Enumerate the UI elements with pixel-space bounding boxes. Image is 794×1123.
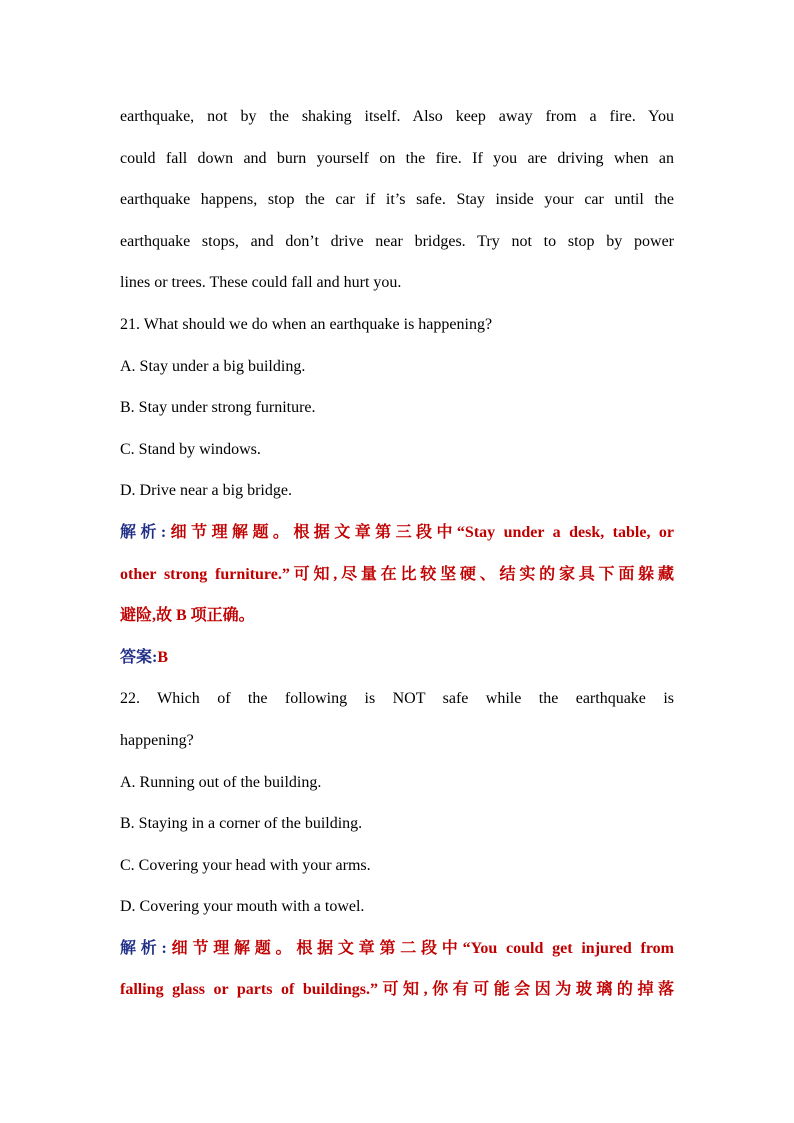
q21-option-a: A. Stay under a big building. <box>120 357 306 375</box>
passage-line: lines or trees. These could fall and hurt you. <box>120 274 402 292</box>
q21-option-d: D. Drive near a big bridge. <box>120 482 292 500</box>
q21-option-c: C. Stand by windows. <box>120 440 261 458</box>
passage-line: earthquake stops, and don’t drive near bridges. Try not to stop by power <box>120 232 674 250</box>
q22-analysis-label: 解析: <box>120 939 167 957</box>
q22-analysis-text: 细节理解题。根据文章第二段中“You could get injured from <box>166 939 674 957</box>
passage-line: earthquake, not by the shaking itself. Also keep away from a fire. You <box>120 108 674 125</box>
q22-option-d: D. Covering your mouth with a towel. <box>120 898 365 916</box>
q22-analysis-line <box>120 928 674 970</box>
q21-analysis-label: 解析: <box>120 523 167 541</box>
q21-analysis-line: 避险,故 B 项正确。 <box>120 607 255 625</box>
q22-option-b: B. Staying in a corner of the building. <box>120 815 363 833</box>
passage-line: could fall down and burn yourself on the fire. If you are driving when an <box>120 149 674 167</box>
q22-option-c: C. Covering your head with your arms. <box>120 856 371 874</box>
q21-answer <box>120 637 674 679</box>
q22-option-a: A. Running out of the building. <box>120 773 322 791</box>
document-page <box>120 96 674 1011</box>
q21-analysis-line <box>120 512 674 554</box>
q21-analysis-line: other strong furniture.”可知,尽量在比较坚硬、结实的家具下面躲藏 <box>120 565 674 583</box>
q21-answer-value: B <box>157 648 169 666</box>
q22-analysis-line: falling glass or parts of buildings.”可知,你有可能会因为玻璃的掉落 <box>120 981 674 999</box>
question-21: 21. What should we do when an earthquake is happening? <box>120 315 493 333</box>
q21-option-b: B. Stay under strong furniture. <box>120 399 316 417</box>
question-22-cont: happening? <box>120 731 194 749</box>
q21-analysis-text: 细节理解题。根据文章第三段中“Stay under a desk, table, or <box>166 523 674 541</box>
passage-line: earthquake happens, stop the car if it’s safe. Stay inside your car until the <box>120 191 674 209</box>
q21-answer-label: 答案: <box>120 648 158 666</box>
question-22: 22. Which of the following is NOT safe while the earthquake is <box>120 690 674 708</box>
